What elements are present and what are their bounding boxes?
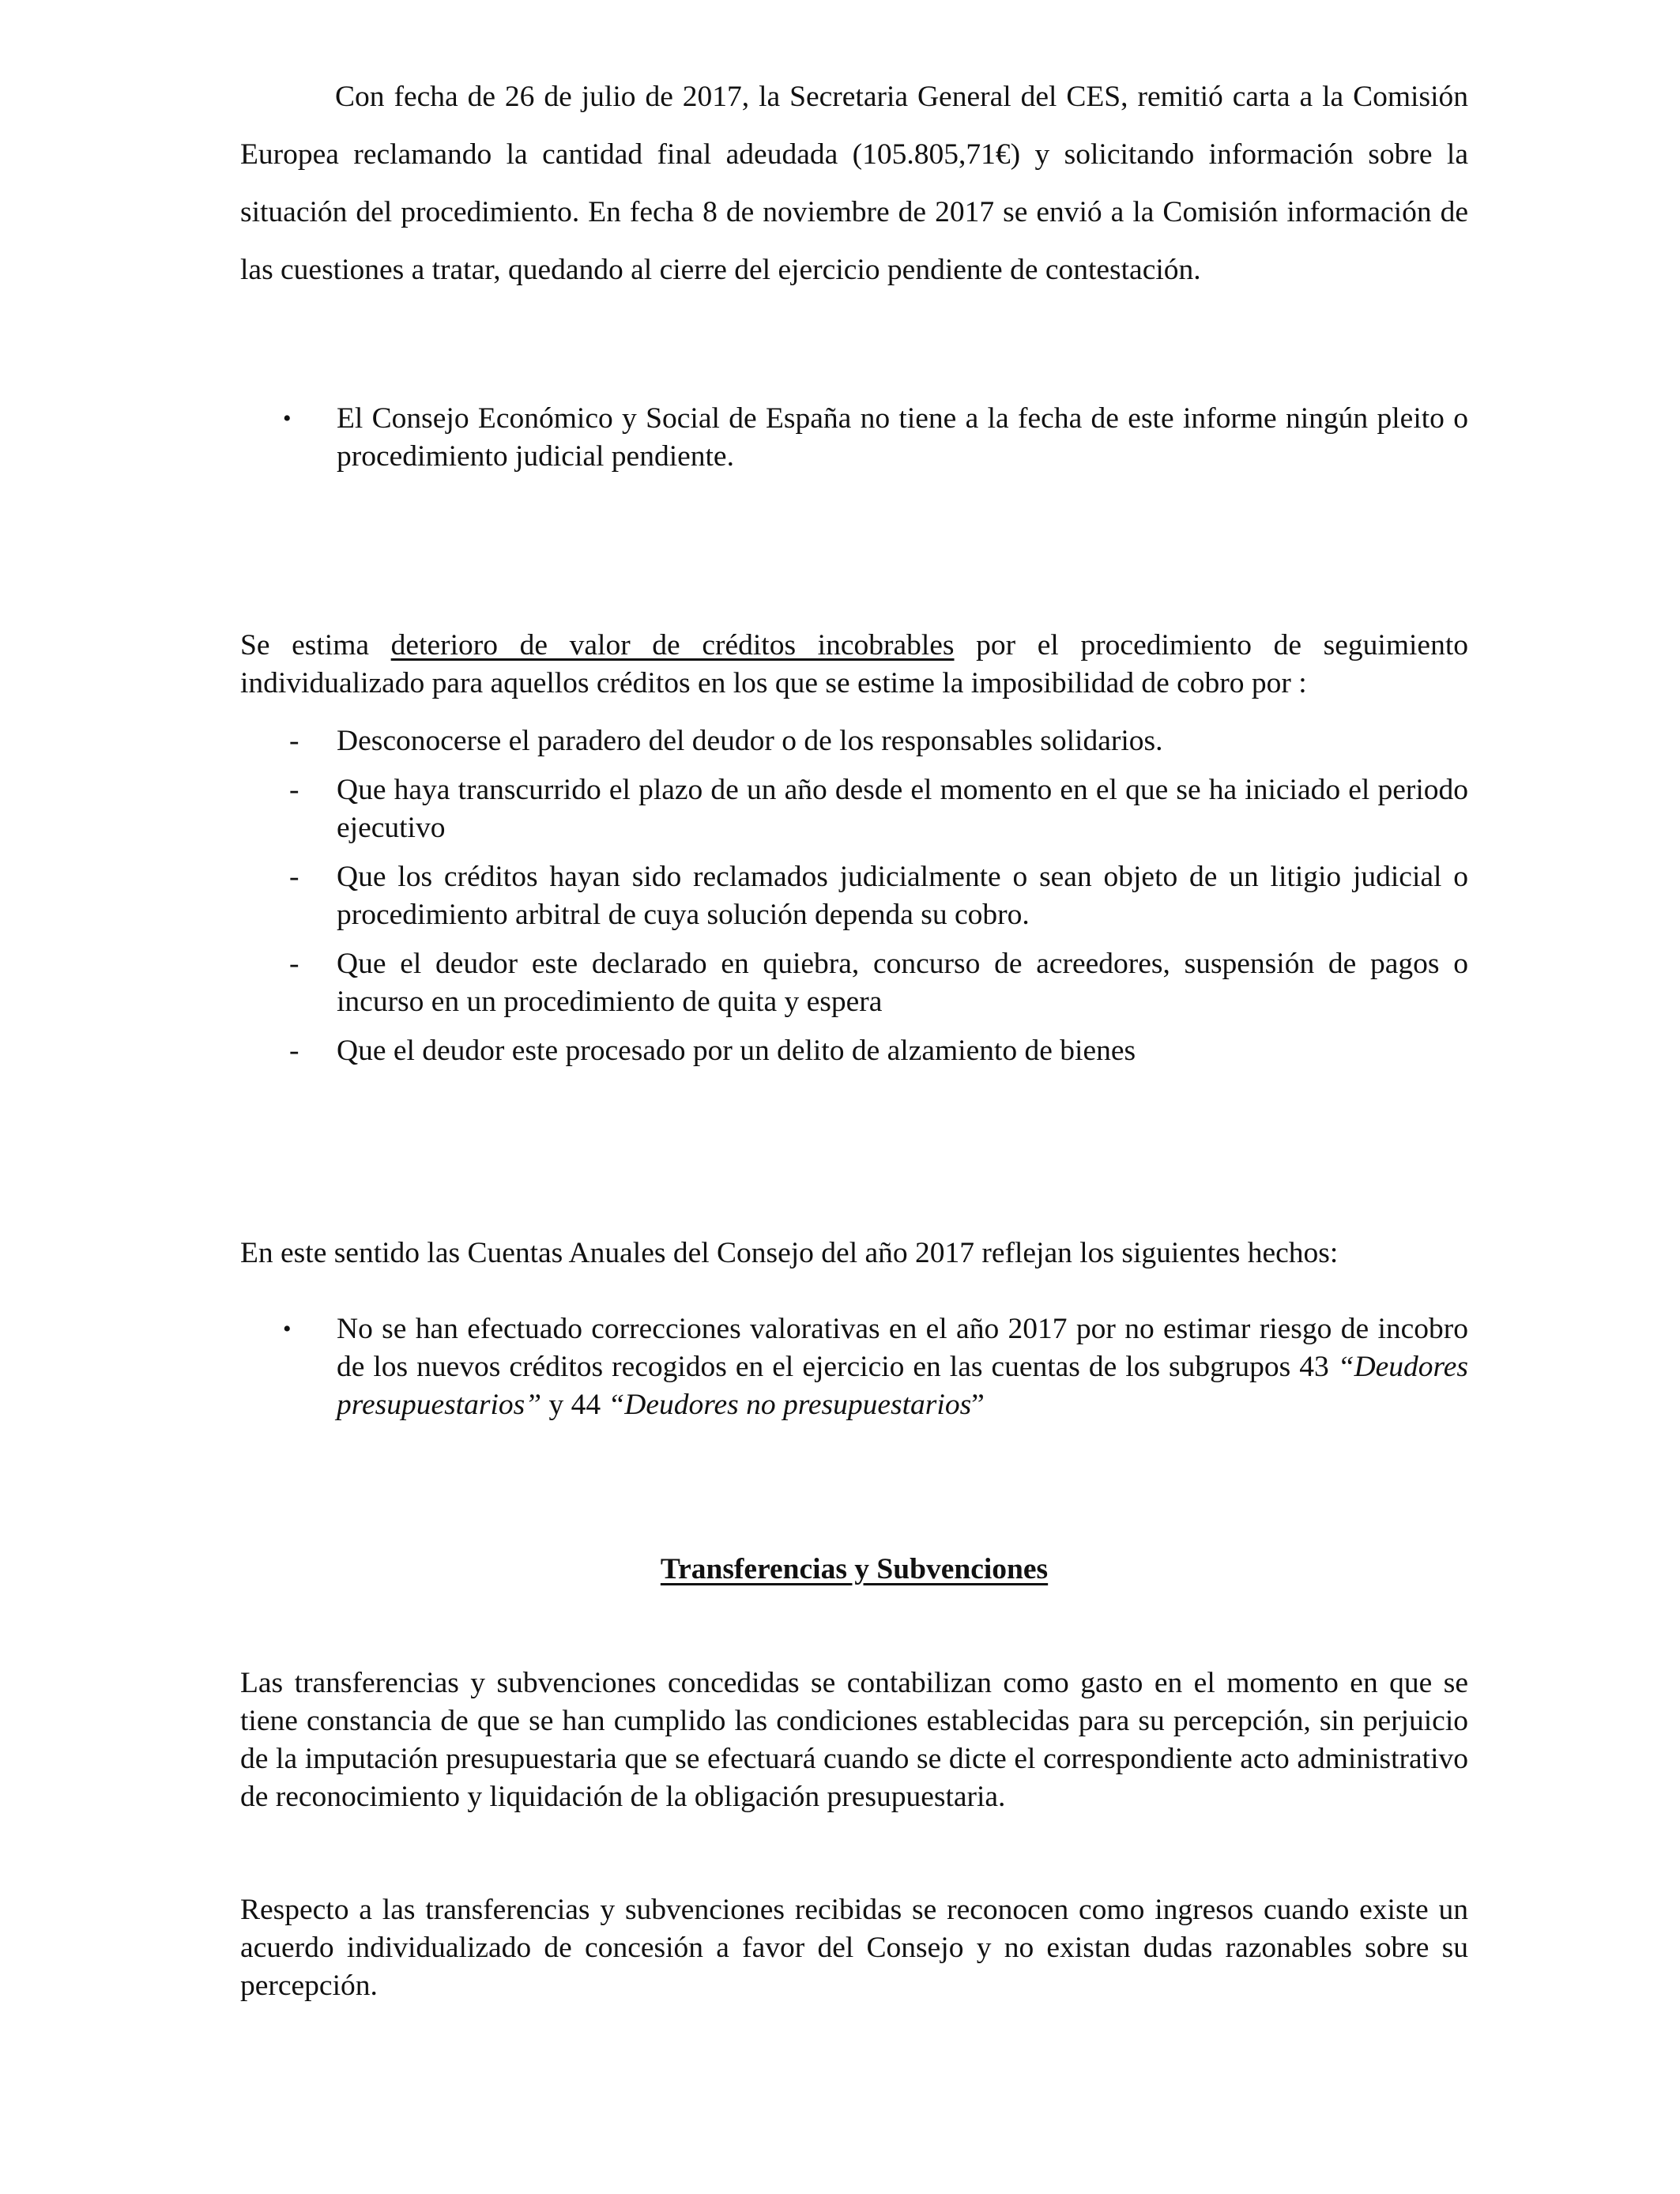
correcciones-text-3: ”: [971, 1389, 985, 1421]
dash-item-text: Desconocerse el paradero del deudor o de los responsables solidarios.: [337, 725, 1163, 757]
bullet-correcciones: [240, 1310, 1468, 1424]
dash-marker: -: [289, 725, 299, 757]
dash-marker: -: [289, 1035, 299, 1067]
deterioro-suffix: por el procedimiento de seguimiento individualizado para aquellos créditos en los que se estime la imposibilidad de cobro por :: [240, 629, 1468, 699]
bullet-icon: •: [283, 1316, 292, 1342]
dash-list-item: [240, 858, 1468, 934]
bullet-list-item: [240, 400, 1468, 476]
deterioro-prefix: Se estima: [240, 629, 391, 662]
dash-item-text: Que los créditos hayan sido reclamados judicialmente o sean objeto de un litigio judicial o procedimiento arbitral de cuya solución dependa su cobro.: [337, 861, 1468, 931]
deterioro-underlined: deterioro de valor de créditos incobrables: [390, 629, 955, 662]
correcciones-italic-1: “Deudores presupuestarios”: [337, 1351, 1468, 1421]
bullet-litigation-text: El Consejo Económico y Social de España no tiene a la fecha de este informe ningún pleito o procedimiento judicial pendiente.: [337, 402, 1468, 473]
correcciones-text-2: y 44: [541, 1389, 608, 1421]
dash-list: [240, 722, 1468, 1070]
dash-marker: -: [289, 774, 299, 806]
paragraph-recibidas-text: Respecto a las transferencias y subvenciones recibidas se reconocen como ingresos cuando existe un acuerdo individualizado de concesión a favor del Consejo y no existan dudas razonables sobre su percepción.: [240, 1894, 1468, 2002]
correcciones-text-1: No se han efectuado correcciones valorativas en el año 2017 por no estimar riesgo de incobro de los nuevos créditos recogidos en el ejercicio en las cuentas de los subgrupos 43: [337, 1313, 1468, 1383]
paragraph-cuentas-text: En este sentido las Cuentas Anuales del Consejo del año 2017 reflejan los siguientes hechos:: [240, 1237, 1339, 1269]
correcciones-italic-2: “Deudores no presupuestarios: [608, 1389, 972, 1421]
paragraph-deterioro: [240, 627, 1468, 703]
bullet-icon: •: [283, 405, 292, 432]
paragraph-concedidas: [240, 1664, 1468, 1816]
dash-item-text: Que el deudor este procesado por un delito de alzamiento de bienes: [337, 1035, 1136, 1067]
dash-list-item: [240, 722, 1468, 760]
bullet-list-item: [240, 1310, 1468, 1424]
paragraph-concedidas-text: Las transferencias y subvenciones concedidas se contabilizan como gasto en el momento en que se tiene constancia de que se han cumplido las condiciones establecidas para su percepción, sin perjuicio de la imputación presupuestaria que se efectuará cuando se dicte el correspondiente acto administrativo de reconocimiento y liquidación de la obligación presupuestaria.: [240, 1667, 1468, 1813]
section-heading: Transferencias y Subvenciones: [660, 1553, 1049, 1585]
bullet-litigation: [240, 400, 1468, 476]
dash-marker: -: [289, 861, 299, 893]
paragraph-recibidas: [240, 1891, 1468, 2005]
paragraph-cuentas: [240, 1235, 1468, 1272]
dash-list-item: [240, 1032, 1468, 1070]
dash-marker: -: [289, 948, 299, 980]
dash-item-text: Que el deudor este declarado en quiebra, concurso de acreedores, suspensión de pagos o incurso en un procedimiento de quita y espera: [337, 948, 1468, 1018]
paragraph-intro-text: Con fecha de 26 de julio de 2017, la Secretaria General del CES, remitió carta a la Comisión Europea reclamando la cantidad final adeudada (105.805,71€) y solicitando información sobre la situación del procedimiento. En fecha 8 de noviembre de 2017 se envió a la Comisión información de las cuestiones a tratar, quedando al cierre del ejercicio pendiente de contestación.: [240, 81, 1468, 286]
dash-item-text: Que haya transcurrido el plazo de un año desde el momento en el que se ha iniciado el periodo ejecutivo: [337, 774, 1468, 844]
paragraph-deterioro-text: [240, 627, 1468, 703]
dash-list-item: [240, 945, 1468, 1021]
paragraph-intro: [240, 68, 1468, 299]
dash-list-item: [240, 771, 1468, 847]
